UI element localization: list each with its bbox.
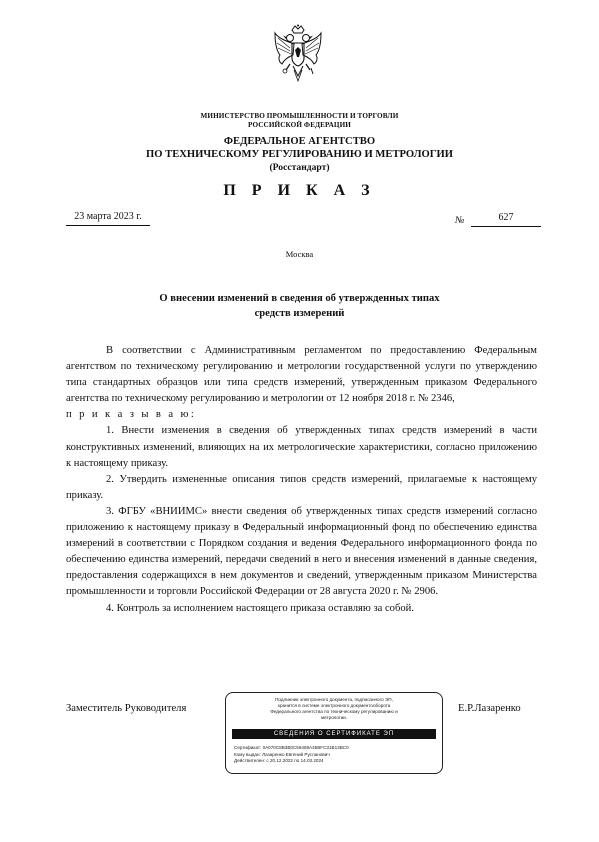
stamp-notice-line2: хранится в системе электронного документооборота	[277, 703, 391, 708]
stamp-validity: Действителен: с 20.12.2022 по 14.03.2024	[234, 758, 324, 763]
order-word: п р и к а з ы в а ю:	[66, 409, 197, 421]
signer-name: Е.Р.Лазаренко	[458, 703, 521, 714]
item-1-paragraph: 1. Внести изменения в сведения об утвержденных типах средств измерений в части конструктивных изменений, влияющих на их метрологические характеристики, согласно приложению к настоящему приказу.	[66, 425, 537, 469]
document-date: 23 марта 2023 г.	[66, 211, 150, 226]
item-3-paragraph: 3. ФГБУ «ВНИИМС» внести сведения об утвержденных типах средств измерений согласно приложению к настоящему приказу в Федеральный информационный фонд по обеспечению единства измерений в соответствии с Порядком создания и ведения Федерального информационного фонда по обеспечению единства измерений, передачи сведений в него и внесения изменений в данные сведения, предоставления содержащихся в нем документов и сведений, утвержденным приказом Министерства промышленности и торговли Российской Федерации от 28 августа 2020 г. № 2906.	[66, 505, 537, 598]
stamp-notice-line4: метрологии.	[320, 715, 348, 720]
document-title-line2: средств измерений	[254, 308, 345, 319]
russian-coat-of-arms-emblem	[272, 24, 324, 84]
document-city: Москва	[285, 249, 314, 259]
agency-name-line1: ФЕДЕРАЛЬНОЕ АГЕНТСТВО	[223, 136, 376, 147]
ministry-name-line1: МИНИСТЕРСТВО ПРОМЫШЛЕННОСТИ И ТОРГОВЛИ	[200, 112, 399, 120]
document-number: 627	[471, 212, 541, 227]
signer-position: Заместитель Руководителя	[66, 703, 187, 714]
intro-text: В соответствии с Административным регламентом по предоставлению Федеральным агентством по техническому регулированию и метрологии государственной услуги по утверждению типа стандартных образцов или типа средств измерений, утвержденным приказом Федерального агентства по техническому регулированию и метрологии от 12 ноября 2018 г. № 2346,	[66, 345, 537, 405]
electronic-signature-stamp	[225, 692, 443, 774]
intro-paragraph	[66, 343, 537, 423]
stamp-notice-line1: Подлинник электронного документа, подписанного ЭП,	[275, 697, 393, 702]
stamp-notice	[232, 697, 436, 721]
stamp-cert-number: Сертификат: 0A070C8B3B0C59469A45BFC31B13BC0	[234, 745, 349, 750]
stamp-certificate-details	[234, 745, 438, 765]
item-2-paragraph: 2. Утвердить измененные описания типов средств измерений, прилагаемые к настоящему приказу.	[66, 473, 537, 501]
number-sign: №	[455, 215, 465, 226]
document-title-line1: О внесении изменений в сведения об утвержденных типах	[159, 293, 440, 304]
agency-name-line2: ПО ТЕХНИЧЕСКОМУ РЕГУЛИРОВАНИЮ И МЕТРОЛОГИИ	[146, 149, 453, 160]
stamp-notice-line3: Федерального агентства по техническому регулированию и	[270, 709, 398, 714]
stamp-certificate-band: СВЕДЕНИЯ О СЕРТИФИКАТЕ ЭП	[232, 729, 436, 739]
stamp-issued-to: Кому выдан: Лазаренко Евгений Русланович	[234, 751, 330, 757]
item-4-paragraph: 4. Контроль за исполнением настоящего приказа оставляю за собой.	[106, 602, 414, 614]
ministry-name-line2: РОССИЙСКОЙ ФЕДЕРАЦИИ	[248, 121, 351, 129]
document-type-heading: П Р И К А З	[223, 182, 376, 199]
document-body	[66, 343, 537, 617]
agency-name-line3: (Росстандарт)	[269, 162, 330, 173]
